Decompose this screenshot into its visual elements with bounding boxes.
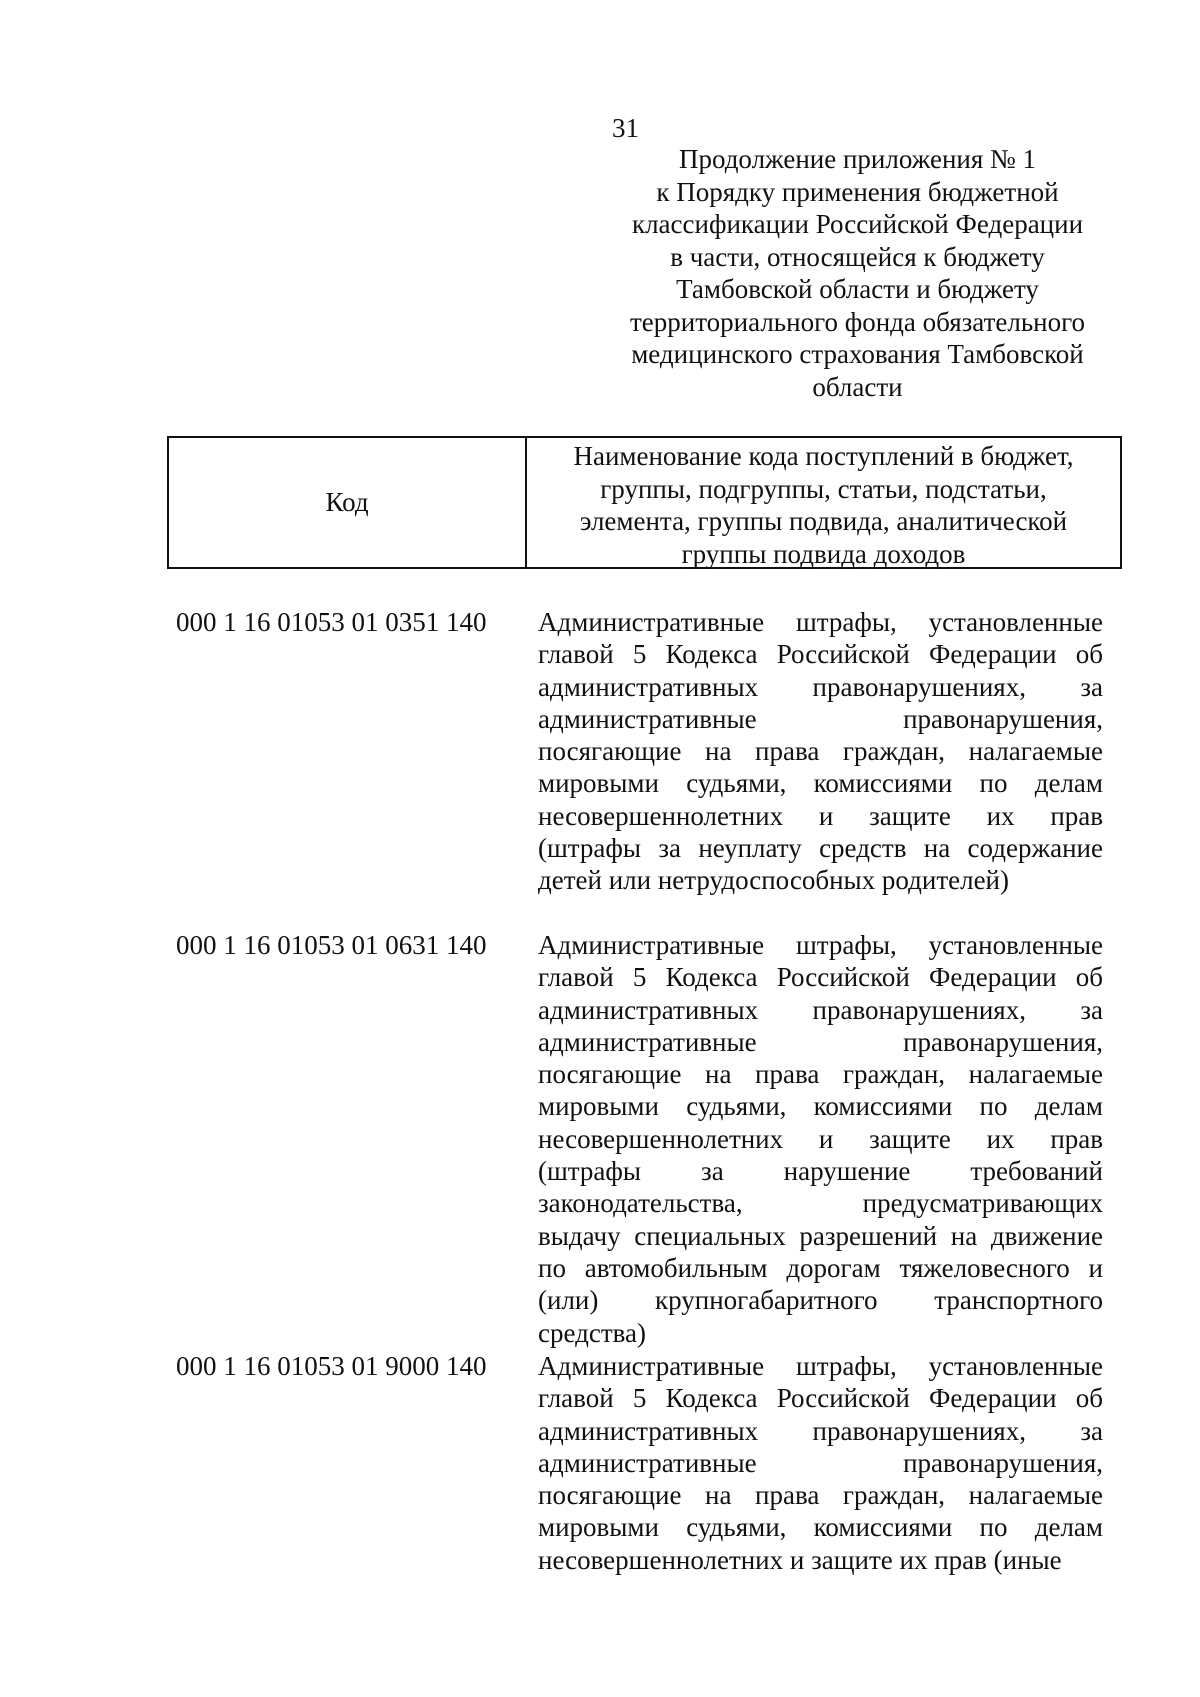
description-line: главой 5 Кодекса Российской Федерации об: [538, 1383, 1103, 1414]
annex-header-line: области: [812, 371, 903, 402]
description-line: средства): [538, 1317, 646, 1348]
description-line: законодательства, предусматривающих: [538, 1188, 1103, 1219]
annex-header-line: Продолжение приложения № 1: [678, 144, 1037, 174]
description-line: мировыми судьями, комиссиями по делам: [538, 1091, 1103, 1122]
code-column-header: Код: [169, 438, 527, 567]
description-line: (штрафы за неуплату средств на содержание: [538, 833, 1103, 864]
description-line: административные правонарушения,: [538, 1447, 1103, 1478]
annex-header-line: территориального фонда обязательного: [629, 306, 1085, 337]
description-line: административных правонарушениях, за: [538, 1415, 1103, 1446]
description-line: главой 5 Кодекса Российской Федерации об: [538, 639, 1103, 670]
description-line: (или) крупногабаритного транспортного: [538, 1285, 1103, 1316]
annex-header-line: Тамбовской области и бюджету: [676, 274, 1039, 304]
description-line: детей или нетрудоспособных родителей): [538, 865, 1009, 896]
income-description: [538, 929, 1103, 1349]
description-line: Административные штрафы, установленные: [538, 1351, 1103, 1381]
income-code: 000 1 16 01053 01 0351 140: [176, 607, 487, 637]
description-line: административные правонарушения,: [538, 703, 1103, 734]
description-line: по автомобильным дорогам тяжеловесного и: [538, 1252, 1103, 1283]
description-line: Административные штрафы, установленные: [538, 930, 1103, 960]
description-line: мировыми судьями, комиссиями по делам: [538, 768, 1103, 799]
name-column-header-line: элемента, группы подвида, аналитической: [579, 506, 1068, 536]
description-line: административные правонарушения,: [538, 1026, 1103, 1057]
description-line: посягающие на права граждан, налагаемые: [538, 1059, 1103, 1090]
description-line: посягающие на права граждан, налагаемые: [538, 736, 1103, 767]
description-line: несовершеннолетних и защите их прав: [538, 800, 1103, 831]
annex-header-line: классификации Российской Федерации: [631, 209, 1084, 239]
description-line: административных правонарушениях, за: [538, 671, 1103, 702]
annex-header-line: к Порядку применения бюджетной: [656, 176, 1059, 207]
income-description: [538, 606, 1103, 897]
name-column-header-line: группы подвида доходов: [681, 538, 966, 569]
description-line: несовершеннолетних и защите их прав: [538, 1123, 1103, 1154]
description-line: выдачу специальных разрешений на движение: [538, 1220, 1103, 1251]
description-line: несовершеннолетних и защите их прав (иные: [538, 1544, 1062, 1575]
description-line: посягающие на права граждан, налагаемые: [538, 1480, 1103, 1511]
description-line: главой 5 Кодекса Российской Федерации об: [538, 962, 1103, 993]
annex-header-line: в части, относящейся к бюджету: [670, 241, 1045, 272]
description-line: Административные штрафы, установленные: [538, 607, 1103, 637]
name-column-header-line: группы, подгруппы, статьи, подстатьи,: [600, 473, 1047, 504]
description-line: (штрафы за нарушение требований: [538, 1156, 1103, 1187]
annex-header: [595, 143, 1120, 403]
annex-header-line: медицинского страхования Тамбовской: [631, 339, 1084, 369]
description-line: мировыми судьями, комиссиями по делам: [538, 1512, 1103, 1543]
name-column-header: [527, 438, 1120, 567]
description-line: административных правонарушениях, за: [538, 994, 1103, 1025]
table-header: [167, 436, 1122, 569]
income-code: 000 1 16 01053 01 9000 140: [176, 1351, 487, 1381]
name-column-header-line: Наименование кода поступлений в бюджет,: [573, 441, 1074, 471]
income-code: 000 1 16 01053 01 0631 140: [176, 930, 487, 960]
page-number: 31: [612, 113, 639, 143]
income-description: [538, 1350, 1103, 1576]
